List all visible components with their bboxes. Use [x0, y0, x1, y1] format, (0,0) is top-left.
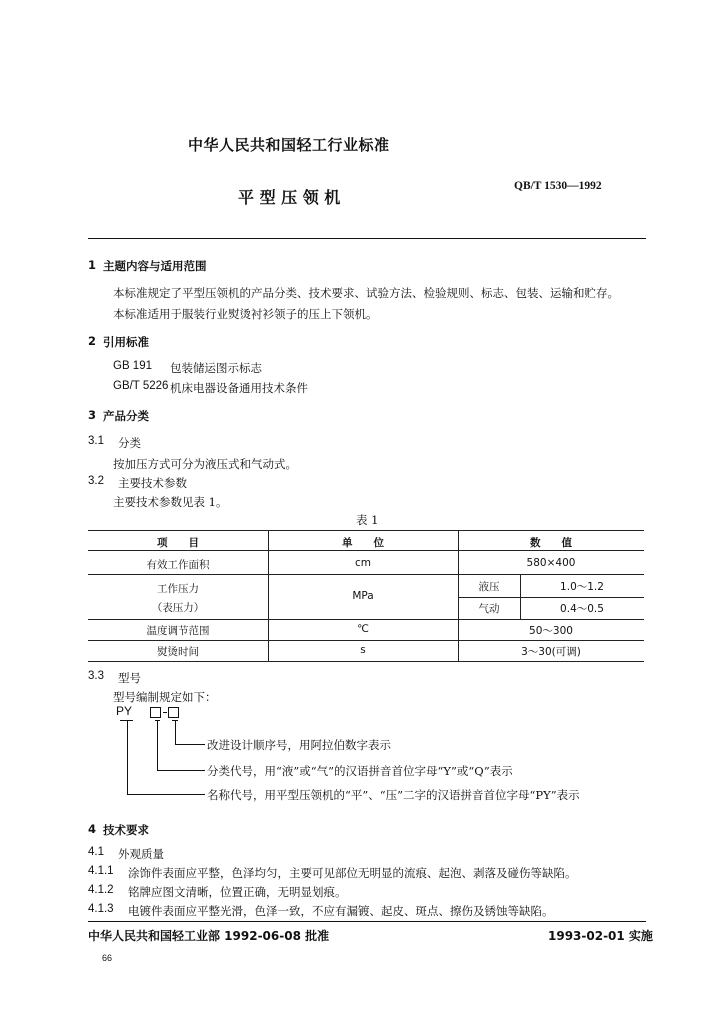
effective-date: 1993-02-01 实施 — [548, 929, 653, 943]
section-3-2-title: 主要技术参数 — [118, 476, 187, 490]
leader-line — [175, 720, 176, 744]
model-code-box — [168, 707, 179, 718]
table-row-rule — [88, 640, 644, 641]
section-3-title: 产品分类 — [103, 409, 149, 423]
table-row-rule — [88, 574, 644, 575]
table-cell-value: 0.4～0.5 — [560, 603, 604, 615]
table-top-rule — [88, 530, 644, 531]
table-cell-unit: s — [360, 644, 366, 656]
model-code-note: 改进设计顺序号，用阿拉伯数字表示 — [207, 738, 391, 752]
table-subrow-rule — [458, 597, 644, 598]
section-4-1-title: 外观质量 — [118, 847, 164, 861]
footer-rule — [88, 921, 646, 922]
section-3-2-paragraph: 主要技术参数见表 1。 — [113, 495, 228, 509]
clause-number: 4.1.3 — [88, 903, 114, 915]
section-2-number: 2 — [88, 334, 97, 348]
model-code-prefix: PY — [116, 704, 133, 718]
clause-number: 4.1.2 — [88, 884, 114, 896]
table-header-rule — [88, 550, 644, 551]
reference-code: GB 191 — [113, 360, 152, 372]
table-cell-sublabel: 气动 — [478, 603, 500, 615]
table-cell-value: 3～30(可调) — [521, 646, 581, 658]
table-row-rule — [88, 619, 644, 620]
table-cell-sublabel: 液压 — [478, 581, 500, 593]
section-3-3-paragraph: 型号编制规定如下： — [113, 690, 217, 704]
reference-title: 机床电器设备通用技术条件 — [170, 381, 308, 395]
leader-line — [127, 794, 205, 795]
clause-text: 电镀件表面应平整光滑，色泽一致，不应有漏镀、起皮、斑点、擦伤及锈蚀等缺陷。 — [128, 904, 554, 918]
org-title: 中华人民共和国轻工行业标准 — [188, 136, 390, 154]
table-header-item: 项 目 — [157, 537, 199, 549]
table-cell-value: 1.0～1.2 — [560, 581, 604, 593]
table-bottom-rule — [88, 661, 644, 662]
model-code-note: 分类代号，用“液”或“气”的汉语拼音首位字母“Y”或“Q”表示 — [207, 764, 513, 778]
section-3-number: 3 — [88, 408, 97, 422]
table-cell-unit: cm — [354, 557, 371, 569]
section-4-1-number: 4.1 — [88, 846, 104, 858]
model-code-box — [150, 707, 161, 718]
section-3-2-number: 3.2 — [88, 475, 104, 487]
table-cell-value: 580×400 — [526, 557, 576, 569]
table-cell-unit: MPa — [352, 590, 374, 602]
header-rule — [88, 238, 646, 239]
section-4-title: 技术要求 — [103, 823, 149, 837]
section-2-title: 引用标准 — [103, 335, 149, 349]
leader-line — [127, 720, 128, 794]
section-1-paragraph-2: 本标准适用于服装行业熨烫衬衫领子的压上下领机。 — [113, 307, 378, 321]
standard-code: QB/T 1530—1992 — [514, 180, 602, 192]
leader-line — [175, 744, 205, 745]
leader-line — [157, 770, 205, 771]
clause-number: 4.1.1 — [88, 865, 114, 877]
table-cell-value: 50～300 — [529, 625, 573, 637]
table-cell-item: 熨烫时间 — [157, 646, 199, 658]
table-caption: 表 1 — [356, 513, 379, 527]
table-cell-item-note: （表压力） — [151, 602, 205, 614]
reference-code: GB/T 5226 — [113, 380, 169, 392]
section-1-title: 主题内容与适用范围 — [103, 259, 207, 273]
clause-text: 铭牌应图文清晰，位置正确，无明显划痕。 — [128, 885, 347, 899]
section-4-number: 4 — [88, 822, 97, 836]
model-code-note: 名称代号，用平型压领机的“平”、“压”二字的汉语拼音首位字母“PY”表示 — [207, 788, 580, 802]
doc-title: 平 型 压 领 机 — [238, 188, 341, 207]
model-code-dash — [163, 712, 167, 713]
section-3-1-title: 分类 — [118, 436, 141, 450]
clause-text: 涂饰件表面应平整，色泽均匀，主要可见部位无明显的流痕、起泡、剥落及碰伤等缺陷。 — [128, 866, 577, 880]
page-number: 66 — [102, 953, 113, 963]
table-cell-item: 温度调节范围 — [146, 625, 210, 637]
table-cell-unit: ℃ — [357, 623, 369, 635]
table-cell-item: 有效工作面积 — [146, 559, 210, 571]
table-cell-item: 工作压力 — [157, 583, 199, 595]
approval-line: 中华人民共和国轻工业部 1992-06-08 批准 — [88, 929, 330, 943]
table-header-value: 数 值 — [530, 537, 572, 549]
leader-line — [157, 720, 158, 770]
table-header-unit: 单 位 — [342, 537, 384, 549]
section-1-paragraph-1: 本标准规定了平型压领机的产品分类、技术要求、试验方法、检验规则、标志、包装、运输和贮存。 — [113, 286, 619, 300]
section-3-1-paragraph: 按加压方式可分为液压式和气动式。 — [113, 457, 297, 471]
section-3-3-number: 3.3 — [88, 670, 104, 682]
section-3-1-number: 3.1 — [88, 435, 104, 447]
section-1-number: 1 — [88, 258, 97, 272]
reference-title: 包装储运图示标志 — [170, 361, 262, 375]
section-3-3-title: 型号 — [118, 671, 141, 685]
